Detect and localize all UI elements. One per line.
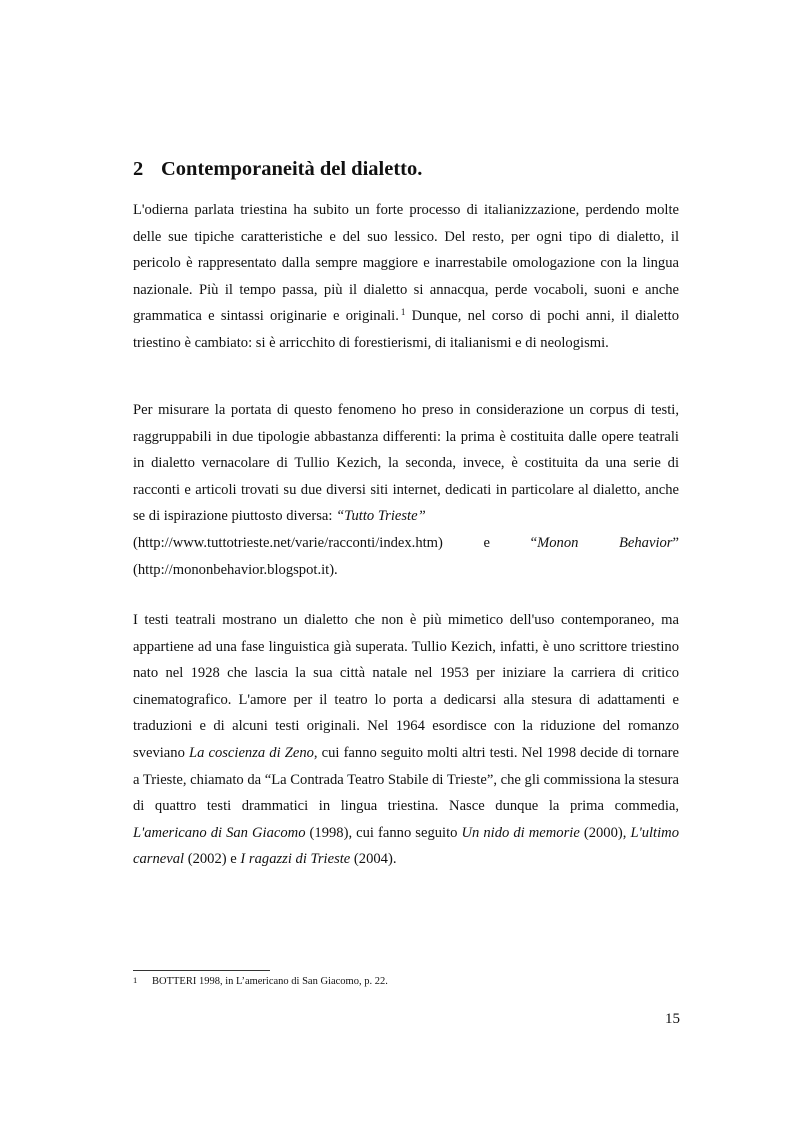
page-number: 15 — [665, 1011, 680, 1027]
footnote — [133, 975, 679, 989]
title-i-ragazzi-di-trieste: I ragazzi di Trieste — [240, 851, 351, 868]
paragraph-3-text-c: (1998), cui fanno seguito — [305, 824, 462, 841]
site-name-tutto-trieste: “Tutto Trieste” — [336, 508, 426, 525]
monon-behavior-title: Monon Behavior — [537, 534, 673, 551]
quote-open: “ — [530, 534, 538, 551]
title-l-americano-di-san-giacomo: L'americano di San Giacomo — [133, 824, 306, 841]
conjunction: e — [483, 534, 490, 551]
footnote-text: BOTTERI 1998, in L’americano di San Giacomo, p. 22. — [152, 976, 388, 987]
paragraph-1 — [133, 197, 679, 357]
footnote-number: 1 — [133, 975, 138, 985]
title-l-ultimo-carneval: L'ultimo carneval — [133, 824, 679, 868]
url-tutto-trieste[interactable]: (http://www.tuttotrieste.net/varie/racconti/index.htm) — [133, 534, 443, 551]
section-title: Contemporaneità del dialetto. — [161, 158, 423, 180]
paragraph-3-text-e: (2002) e — [184, 851, 241, 868]
footnote-reference[interactable]: 1 — [400, 306, 406, 317]
url-monon-behavior[interactable]: (http://mononbehavior.blogspot.it). — [133, 561, 338, 578]
paragraph-3-text-d: (2000), — [579, 824, 631, 841]
paragraph-3 — [133, 607, 679, 873]
section-heading — [133, 155, 693, 183]
paragraph-1-text: L'odierna parlata triestina ha subito un forte processo di italianizzazione, perdendo molte delle sue tipiche caratteristiche e del suo lessico. Del resto, per ogni tipo di dialetto, il pericolo è rappresentato dalla sempre maggiore e inarrestabile omologazione con la lingua nazionale. Più il tempo passa, più il dialetto si annacqua, perde vocaboli, suoni e anche grammatica e sintassi originarie e originali. — [133, 202, 679, 325]
paragraph-3-text-f: (2004). — [350, 851, 397, 868]
title-la-coscienza-di-zeno: La coscienza di Zeno — [188, 744, 314, 761]
url-line — [133, 530, 679, 557]
site-name-monon-behavior — [531, 535, 679, 551]
section-number: 2 — [133, 158, 144, 180]
quote-close: ” — [672, 534, 679, 551]
paragraph-2-text: Per misurare la portata di questo fenomeno ho preso in considerazione un corpus di testi, raggruppabili in due tipologie abbastanza differenti: la prima è costituita dalle opere teatrali in dialetto vernacolare di Tullio Kezich, la seconda, invece, è costituita da una serie di racconti e articoli trovati su due diversi siti internet, dedicati in particolare al dialetto, anche se di ispirazione piuttosto diversa: — [133, 402, 679, 525]
paragraph-3-text-b: , cui fanno seguito molti altri testi. Nel 1998 decide di tornare a Trieste, chiamato da “La Contrada Teatro Stabile di Trieste”, che gli commissiona la stesura di quattro testi drammatici in lingua triestina. Nasce dunque la prima commedia, — [133, 744, 680, 815]
paragraph-2 — [133, 397, 679, 583]
footnote-separator — [133, 970, 270, 971]
paragraph-3-text-a: I testi teatrali mostrano un dialetto che non è più mimetico dell'uso contemporaneo, ma appartiene ad una fase linguistica già superata. Tullio Kezich, infatti, è uno scrittore triestino nato nel 1928 che lascia la sua città natale nel 1953 per iniziare la carriera di critico cinematografico. L'amore per il teatro lo porta a dedicarsi alla stesura di adattamenti e traduzioni e di alcuni testi originali. Nel 1964 esordisce con la riduzione del romanzo sveviano — [133, 612, 679, 761]
paragraph-1-continuation: Dunque, nel corso di pochi anni, il dialetto triestino è cambiato: si è arricchito di forestierismi, di italianismi e di neologismi. — [133, 308, 679, 351]
title-un-nido-di-memorie: Un nido di memorie — [461, 824, 580, 841]
